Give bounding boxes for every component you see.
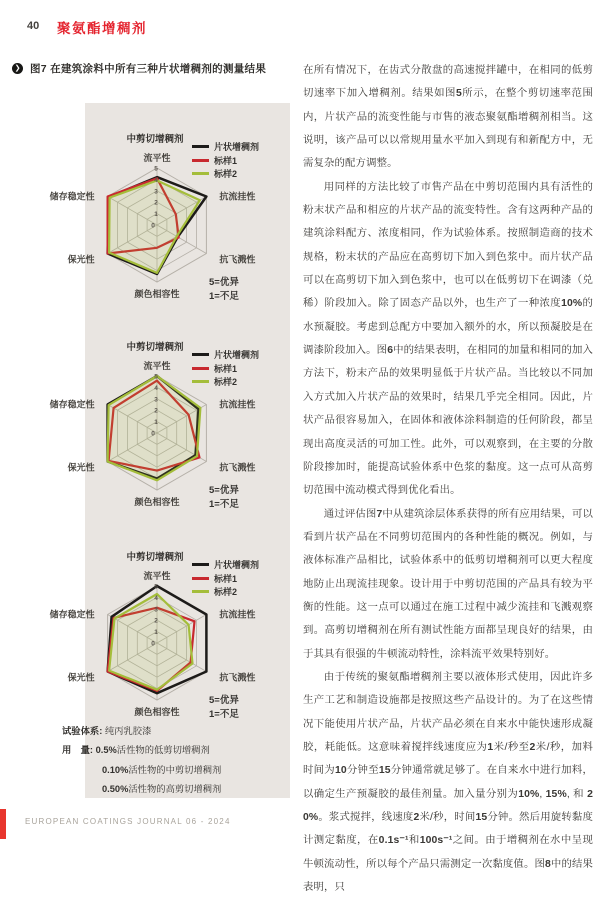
- legend-label: 片状增稠剂: [214, 350, 260, 361]
- tick-label: 0: [151, 430, 155, 438]
- axis-label: 储存稳定性: [49, 609, 95, 620]
- legend-label: 标样1: [214, 363, 238, 374]
- tick-label: 1: [154, 419, 158, 427]
- tick-label: 1: [154, 629, 158, 637]
- note-row: [62, 741, 221, 760]
- axis-label: 抗飞溅性: [219, 672, 256, 683]
- axis-label: 颜色相容性: [134, 497, 180, 507]
- axis-label: 流平性: [143, 571, 171, 581]
- note-value: 纯丙乳胶漆: [104, 726, 152, 736]
- axis-label: 颜色相容性: [134, 289, 180, 299]
- tick-label: 0: [151, 222, 155, 230]
- axis-label: 流平性: [143, 153, 171, 163]
- scale-note-line: 5=优异: [209, 485, 239, 496]
- note-row: [62, 722, 221, 741]
- tick-label: 5: [154, 373, 158, 381]
- footer-text: EUROPEAN COATINGS JOURNAL 06 - 2024: [25, 817, 231, 826]
- scale-note-line: 1=不足: [209, 291, 239, 302]
- scale-note-line: 1=不足: [209, 499, 239, 510]
- chart-title: 中剪切增稠剂: [126, 342, 184, 353]
- page-number: 40: [27, 20, 40, 32]
- axis-label: 储存稳定性: [49, 191, 95, 202]
- tick-label: 4: [154, 384, 158, 392]
- scale-note: [209, 694, 239, 722]
- figure-caption: [12, 61, 266, 76]
- tick-label: 1: [154, 211, 158, 219]
- axis-label: 保光性: [67, 672, 95, 683]
- radar-chart-2: [49, 337, 290, 549]
- tick-label: 5: [154, 583, 158, 591]
- note-label: 试验体系:: [62, 726, 103, 736]
- chart-title: 中剪切增稠剂: [126, 552, 184, 563]
- paragraph: 通过评估图7中从建筑涂层体系获得的所有应用结果，可以看到片状产品在不同剪切范围内的各种性能的概况。例如，与液体标准产品相比，试验体系中的低剪切增稠剂可以更大程度地防止出现流挂现象。设计用于中剪切范围的产品具有较为平衡的性能。这一点可以通过在施工过程中减少流挂和飞溅观察到。高剪切增稠剂在所有测试性能方面都呈现良好的结果，由于其具有很强的牛顿流动特性，涂料流平效果特别好。: [303, 508, 593, 660]
- axis-label: 保光性: [67, 462, 95, 473]
- figure-caption-text: 图7 在建筑涂料中所有三种片状增稠剂的测量结果: [30, 63, 267, 75]
- tick-label: 2: [154, 617, 158, 625]
- tick-label: 2: [154, 199, 158, 207]
- legend-label: 片状增稠剂: [214, 560, 260, 571]
- tick-label: 3: [154, 188, 158, 196]
- paragraph: 在所有情况下，在齿式分散盘的高速搅拌罐中，在相同的低剪切速率下加入增稠剂。结果如图5所示，在整个剪切速率范围内，片状产品的流变性能与市售的液态聚氨酯增稠剂相当。这说明，该产品可以以常规用量水平加入到现有和新配方中，无需复杂的配方调整。: [303, 65, 593, 170]
- legend-label: 标样1: [214, 573, 238, 584]
- tick-label: 4: [154, 176, 158, 184]
- radar-chart-1: [49, 129, 290, 341]
- chevron-right-circle-icon: ❯: [12, 63, 23, 74]
- legend-label: 标样1: [214, 155, 238, 166]
- axis-label: 抗飞溅性: [219, 462, 256, 473]
- article-column: [303, 59, 593, 899]
- paragraph: 由于传统的聚氨酯增稠剂主要以液体形式使用，因此许多生产工艺和制造设施都是按照这些产品设计的。为了在这些情况下能使用片状产品，片状产品必须在自来水中能快速形成凝胶，耗能低。这意味着搅拌线速度应为1米/秒至2米/秒，加料时间为10分钟至15分钟通常就足够了。在自来水中进行加料，以确定生产预凝胶的最佳剂量。加入量分别为10%, 15%, 和 20%。浆式搅拌，线速度2米/秒，时间15分钟。然后用旋转黏度计测定黏度，在0.1s⁻¹和100s⁻¹之间。由于增稠剂在水中呈现牛顿流动性，所以每个产品只需测定一次黏度值。图8中的结果表明，只: [303, 671, 593, 894]
- axis-label: 颜色相容性: [134, 707, 180, 717]
- legend-label: 标样2: [214, 377, 238, 388]
- note-value: 0.5%活性物的低剪切增稠剂: [95, 745, 210, 756]
- scale-note-line: 1=不足: [209, 709, 239, 720]
- scale-note-line: 5=优异: [209, 695, 239, 706]
- note-label: 用 量:: [62, 745, 93, 756]
- axis-label: 抗流挂性: [219, 609, 256, 620]
- axis-label: 抗流挂性: [219, 191, 256, 202]
- axis-label: 抗流挂性: [219, 399, 256, 410]
- tick-label: 2: [154, 407, 158, 415]
- radar-canvas: [50, 145, 300, 340]
- note-row: 0.50%活性物的高剪切增稠剂: [102, 783, 222, 794]
- legend-label: 片状增稠剂: [214, 142, 260, 153]
- tick-label: 3: [154, 396, 158, 404]
- note-row: 0.10%活性物的中剪切增稠剂: [102, 764, 222, 775]
- legend-label: 标样2: [214, 587, 238, 598]
- tick-label: 3: [154, 606, 158, 614]
- legend-label: 标样2: [214, 169, 238, 180]
- footer-accent-bar: [0, 809, 6, 839]
- axis-label: 抗飞溅性: [219, 254, 256, 265]
- figure-panel: [49, 103, 290, 798]
- paragraph: 用同样的方法比较了市售产品在中剪切范围内具有活性的粉末状产品和相应的片状产品的流变特性。含有这两种产品的建筑涂料配方、浓度相同，作为试验体系。按照制造商的技术规格，粉末状的产品应在高剪切下加入到色浆中。而片状产品可以在高剪切下加入到色浆中，也可以在低剪切下在调漆（兑稀）阶段加入。除了固态产品以外，也生产了一种浓度10%的水预凝胶。考虑到总配方中要加入额外的水，所以预凝胶是在调漆阶段加入。图6中的结果表明，在相同的加量和相同的加入方法下，粉末产品的效果明显低于片状产品。当比较以不同加入方式加入片状产品的效果时，结果几乎完全相同。因此，片状产品很容易加入，在固体和液体涂料制造的任何阶段，都呈现出高度灵活的可加工性。此外，可以观察到，在主要的分散阶段掺加时，能提高试验体系中色浆的黏度。这一点可从高剪切范围中流动模式得到优化看出。: [303, 181, 594, 497]
- section-title: 聚氨酯增稠剂: [57, 21, 147, 36]
- test-system-notes: [62, 722, 221, 799]
- scale-note: [209, 484, 239, 512]
- tick-label: 4: [154, 594, 158, 602]
- radar-canvas: [50, 353, 300, 548]
- scale-note: [209, 276, 239, 304]
- tick-label: 5: [154, 165, 158, 173]
- axis-label: 保光性: [67, 254, 95, 265]
- axis-label: 流平性: [143, 361, 171, 371]
- chart-title: 中剪切增稠剂: [126, 134, 184, 145]
- tick-label: 0: [151, 640, 155, 648]
- scale-note-line: 5=优异: [209, 277, 239, 288]
- axis-label: 储存稳定性: [49, 399, 95, 410]
